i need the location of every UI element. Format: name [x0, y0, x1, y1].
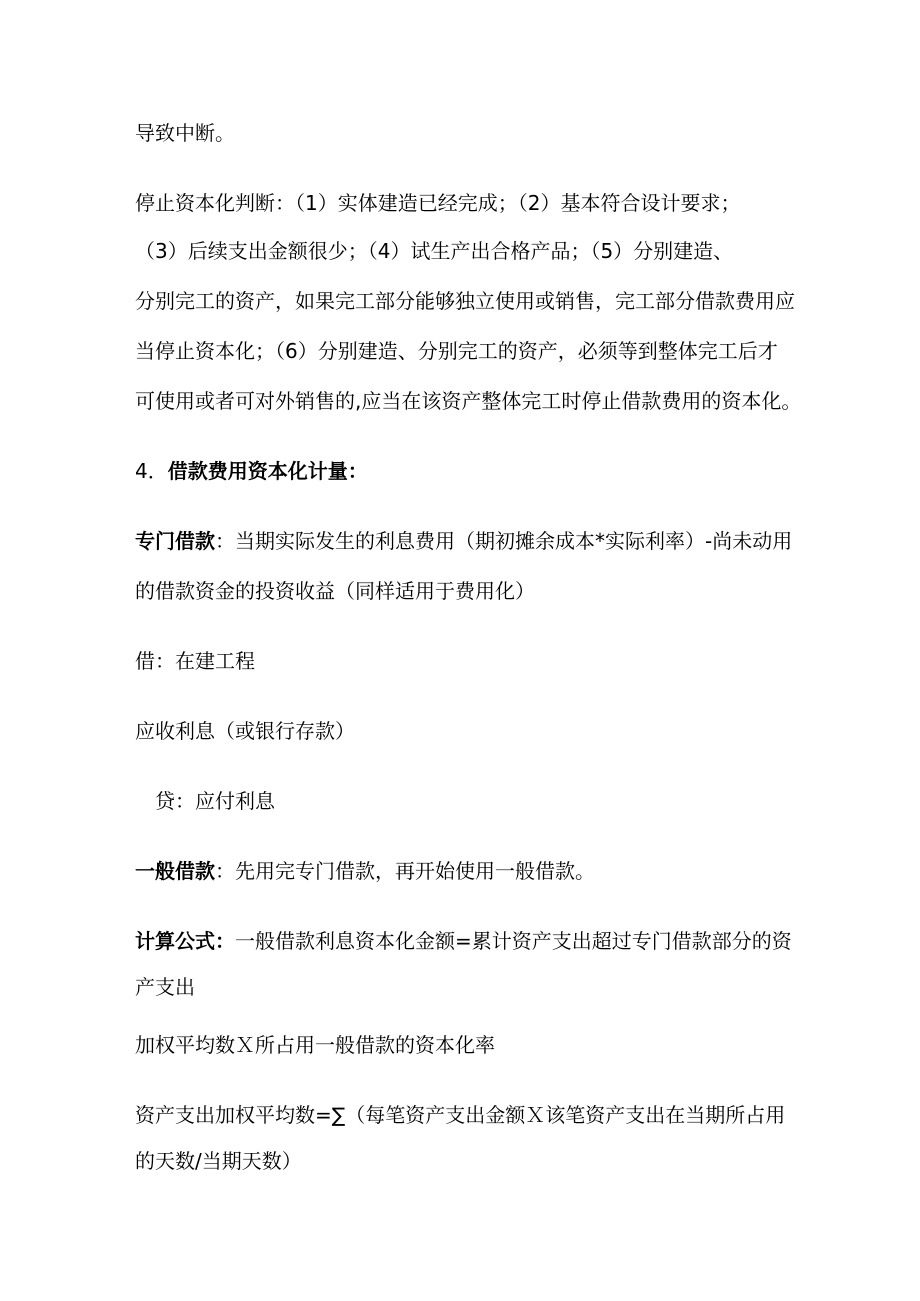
section-number: 4． [135, 459, 168, 483]
paragraph-line: 产支出 [135, 975, 195, 999]
paragraph-line [135, 926, 792, 956]
term-label: 专门借款 [135, 529, 215, 553]
paragraph-line: 分别完工的资产，如果完工部分能够独立使用或销售，完工部分借款费用应 [135, 289, 795, 313]
paragraph-line: 资产支出加权平均数=∑（每笔资产支出金额Ｘ该笔资产支出在当期所占用 [135, 1103, 786, 1127]
term-text: ：先用完专门借款，再开始使用一般借款。 [215, 859, 595, 883]
journal-entry-debit: 借：在建工程 [135, 649, 255, 673]
paragraph-line: 停止资本化判断：（1）实体建造已经完成；（2）基本符合设计要求； [135, 191, 741, 215]
paragraph-line: 的天数/当期天数） [135, 1149, 302, 1173]
term-label: 计算公式： [135, 929, 235, 953]
paragraph-line: 当停止资本化；（6）分别建造、分别完工的资产，必须等到整体完工后才 [135, 339, 778, 363]
term-text: 一般借款利息资本化金额=累计资产支出超过专门借款部分的资 [235, 929, 792, 953]
paragraph-line: （3）后续支出金额很少；（4）试生产出合格产品；（5）分别建造、 [135, 239, 734, 263]
journal-entry-credit: 贷：应付利息 [155, 789, 275, 813]
paragraph-line: 导致中断。 [135, 121, 235, 145]
paragraph-line: 可使用或者可对外销售的,应当在该资产整体完工时停止借款费用的资本化。 [135, 389, 802, 413]
paragraph-line: 的借款资金的投资收益（同样适用于费用化） [135, 579, 535, 603]
paragraph-line: 加权平均数Ｘ所占用一般借款的资本化率 [135, 1033, 495, 1057]
paragraph-line [135, 526, 792, 556]
paragraph-line [135, 856, 595, 886]
journal-entry-line: 应收利息（或银行存款） [135, 719, 355, 743]
section-title: 借款费用资本化计量： [167, 459, 368, 483]
term-label: 一般借款 [135, 859, 215, 883]
section-heading [135, 456, 368, 486]
term-text: ：当期实际发生的利息费用（期初摊余成本*实际利率）-尚未动用 [215, 529, 793, 553]
